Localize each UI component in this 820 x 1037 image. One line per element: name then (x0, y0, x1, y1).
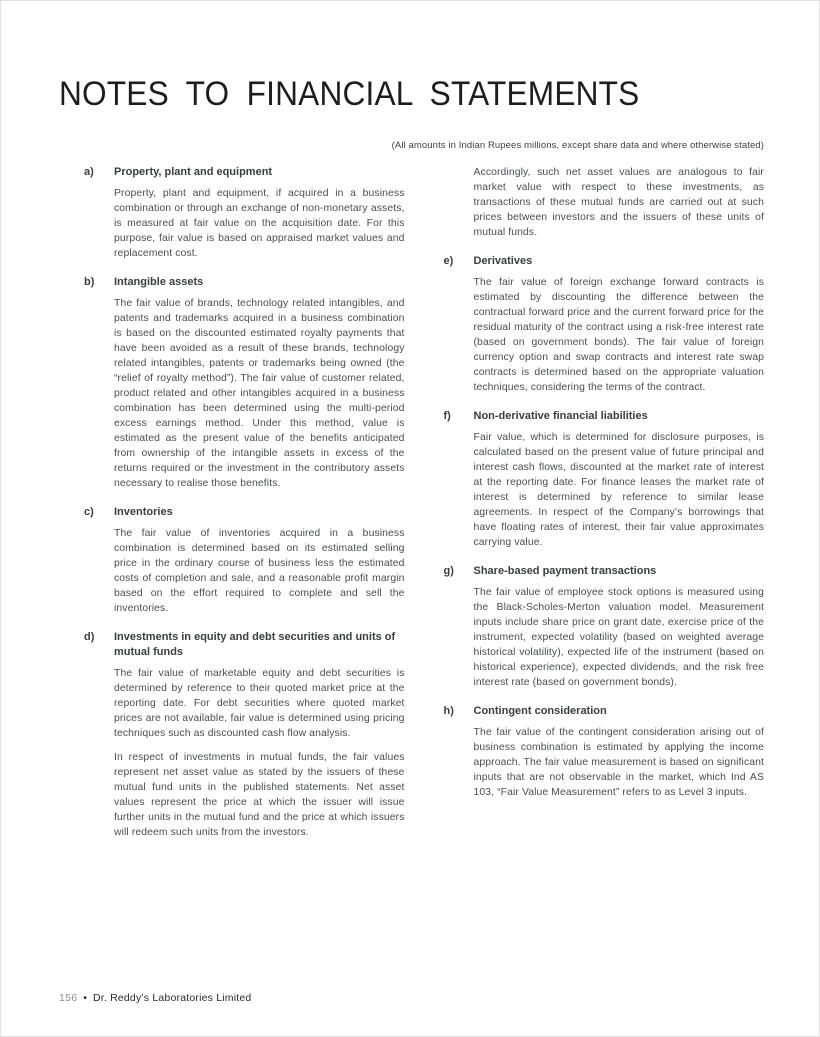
company-name: Dr. Reddy’s Laboratories Limited (92, 992, 252, 1004)
section-d-continued-label (444, 165, 474, 249)
page-number: 156 (59, 992, 78, 1004)
section-d-continued (444, 165, 765, 249)
body-paragraph: The fair value of the contingent consideration arising out of business combination is estimated by applying the income approach. The fair value measurement is based on significant inputs that are not observable in the market, which Ind AS 103, “Fair Value Measurement” refers to as Level 3 inputs. (473, 727, 764, 798)
section-g-content (474, 564, 765, 699)
left-column (84, 165, 405, 854)
section-f-label: f) (443, 410, 451, 422)
section-d-content (114, 630, 405, 849)
body-paragraph: Fair value, which is determined for disclosure purposes, is calculated based on the present value of future principal and interest cash flows, discounted at the market rate of interest at the reporting date. For finance leases the market rate of interest is determined by reference to similar lease agreements. In respect of the Company’s borrowings that have floating rates of interest, their fair value approximates carrying value. (473, 432, 764, 548)
body-paragraph: Property, plant and equipment, if acquired in a business combination or through an exchange of non-monetary assets, is measured at fair value on the acquisition date. For this purpose, fair value is based on appraised market values and replacement cost. (114, 188, 405, 259)
section-b-heading: Intangible assets (114, 276, 204, 288)
section-d-label: d) (84, 631, 95, 643)
section-b-label: b) (84, 276, 95, 288)
section-a-heading: Property, plant and equipment (114, 166, 273, 178)
body-paragraph: The fair value of foreign exchange forward contracts is estimated by discounting the difference between the contractual forward price and the current forward price for the residual maturity of the contract using a risk-free interest rate (based on government bonds). The fair value of foreign currency option and swap contracts and interest rate swap contracts is determined based on the appropriate valuation techniques, considering the terms of the contract. (473, 277, 764, 393)
section-e-heading: Derivatives (473, 255, 533, 267)
section-c-content (114, 505, 405, 625)
section-f-content (474, 409, 765, 559)
body-paragraph: In respect of investments in mutual funds, the fair values represent net asset value as stated by the issuers of these mutual fund units in the published statements. Net asset values represent the price at which the issuer will issue further units in the mutual fund and the price at which issuers will redeem such units from the investors. (114, 752, 405, 838)
body-paragraph: Accordingly, such net asset values are analogous to fair market value with respect to these investments, as transactions of these mutual funds are carried out at such prices between investors and the issuers of these units of mutual funds. (473, 167, 764, 238)
section-f-heading: Non-derivative financial liabilities (473, 410, 648, 422)
two-column-body (84, 165, 764, 854)
section-c (84, 505, 405, 625)
section-g (444, 564, 765, 699)
amounts-disclaimer-note: (All amounts in Indian Rupees millions, except share data and where otherwise stated) (391, 140, 764, 151)
body-paragraph: The fair value of brands, technology related intangibles, and patents and trademarks acquired in a business combination is based on the discounted estimated royalty payments that have been avoided as a result of these brands, technology related intangibles, patents or trademarks being owned (the “relief of royalty method”). The fair value of customer related, product related and other intangibles acquired in a business combination has been determined using the multi-period excess earnings method. Under this method, value is estimated as the present value of the benefits anticipated from ownership of the intangible assets in excess of the returns required or the investment in the contributory assets necessary to realise those benefits. (114, 298, 405, 489)
page-footer (59, 992, 251, 1004)
section-h (444, 704, 765, 809)
section-d-continued-content (474, 165, 765, 249)
section-e (444, 254, 765, 404)
section-g-label: g) (443, 565, 454, 577)
section-h-label: h) (443, 705, 454, 717)
body-paragraph: The fair value of inventories acquired in a business combination is determined based on its estimated selling price in the ordinary course of business less the estimated costs of completion and sale, and a reasonable profit margin based on the effort required to complete and sell the inventories. (114, 528, 405, 614)
section-a (84, 165, 405, 270)
section-d-heading: Investments in equity and debt securities and units of mutual funds (114, 631, 396, 658)
footer-bullet-separator: • (83, 992, 87, 1004)
section-d (84, 630, 405, 849)
section-e-content (474, 254, 765, 404)
section-f (444, 409, 765, 559)
right-column (444, 165, 765, 854)
section-h-content (474, 704, 765, 809)
section-b-content (114, 275, 405, 500)
page-title: NOTES TO FINANCIAL STATEMENTS (59, 75, 640, 113)
section-b (84, 275, 405, 500)
section-c-label: c) (84, 506, 94, 518)
body-paragraph: The fair value of marketable equity and debt securities is determined by reference to their quoted market price at the reporting date. For debt securities where quoted market prices are not available, fair value is determined using pricing techniques such as discounted cash flow analysis. (114, 668, 405, 739)
section-g-heading: Share-based payment transactions (473, 565, 657, 577)
section-h-heading: Contingent consideration (473, 705, 607, 717)
section-a-content (114, 165, 405, 270)
section-a-label: a) (84, 166, 94, 178)
section-e-label: e) (443, 255, 454, 267)
body-paragraph: The fair value of employee stock options is measured using the Black-Scholes-Merton valuation model. Measurement inputs include share price on grant date, exercise price of the instrument, expected volatility (based on weighted average historical volatility), expected life of the instrument (based on historical experience), expected dividends, and the risk free interest rate (based on government bonds). (473, 587, 764, 688)
section-c-heading: Inventories (114, 506, 173, 518)
